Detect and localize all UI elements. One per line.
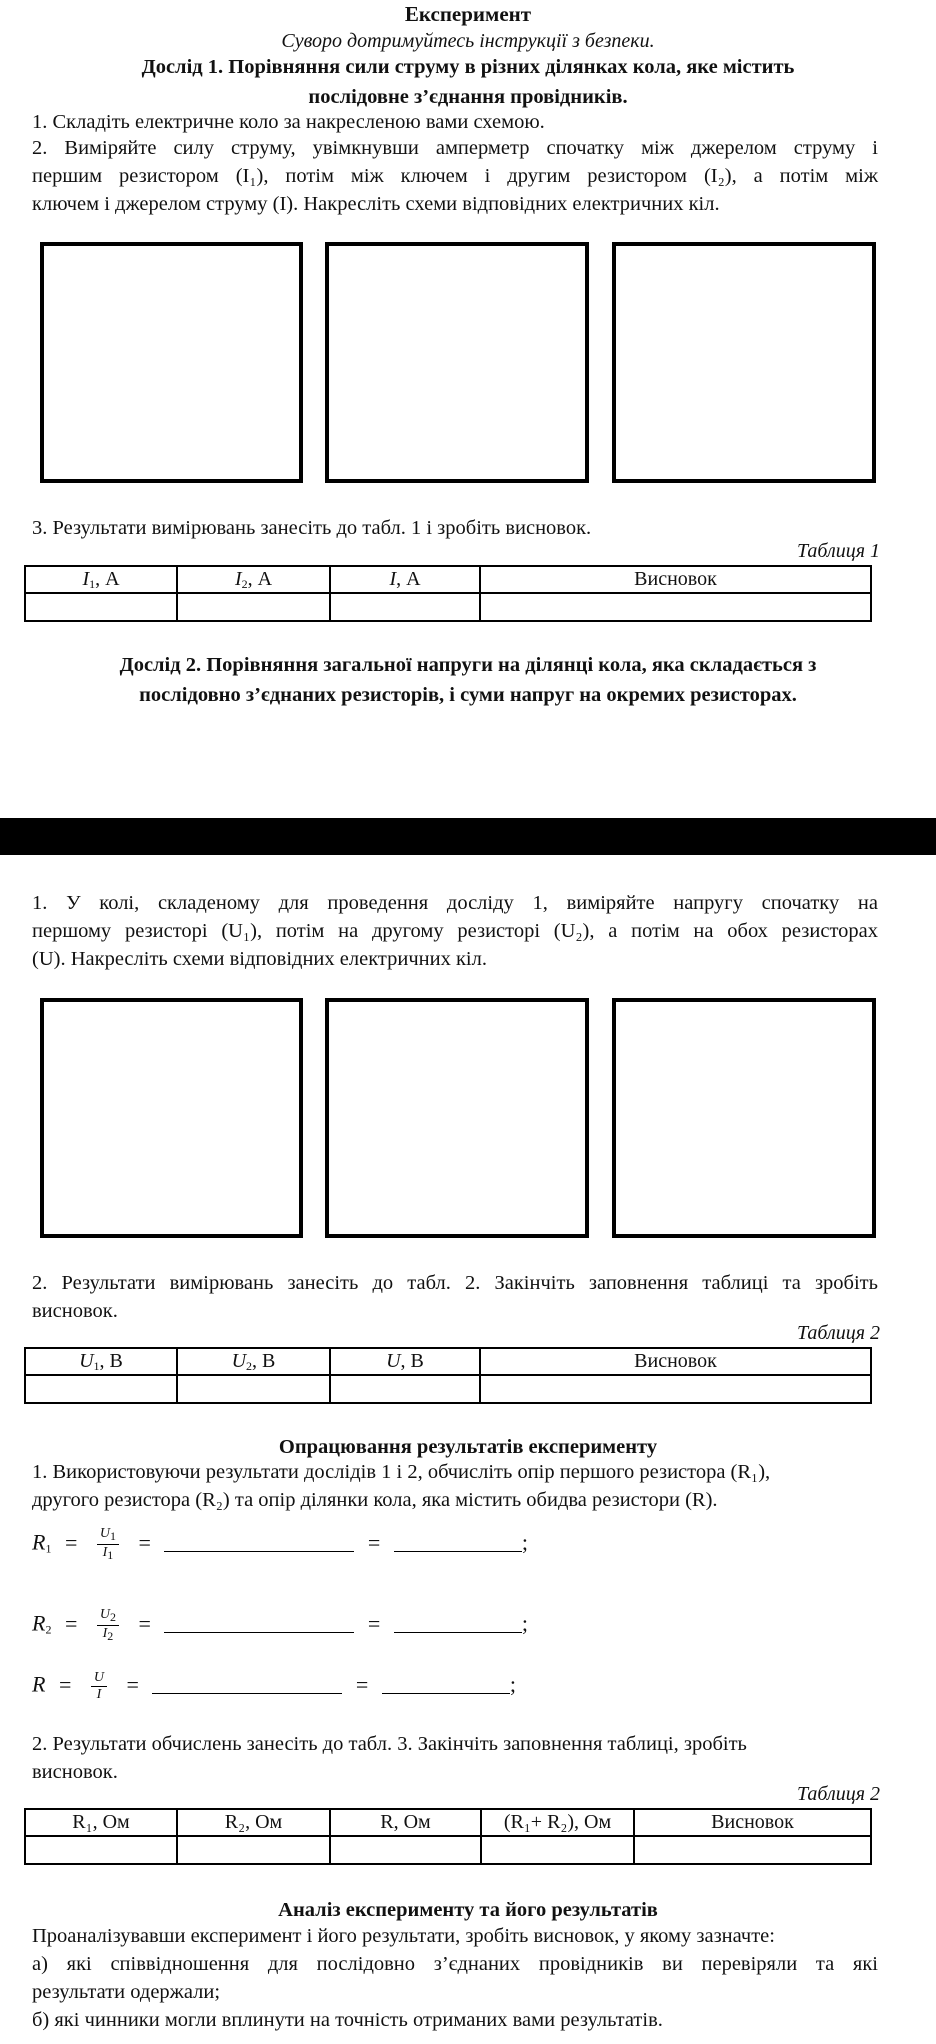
analysis-line3: результати одержали; — [32, 1981, 221, 2003]
experiment2-step1-line2: першому резисторі (U₁), потім на другому резисторі (U₂), а потім на обох резисторах — [32, 920, 878, 942]
experiment2-step1-line1: 1. У колі, складеному для проведення досліду 1, виміряйте напругу спочатку на — [32, 892, 878, 914]
table-header-cell: R₁, Ом — [25, 1809, 177, 1836]
processing-step1-line2: другого резистора (R₂) та опір ділянки кола, яка містить обидва резистори (R). — [32, 1489, 718, 1511]
experiment1-step2-line1: 2. Виміряйте силу струму, увімкнувши амперметр спочатку між джерелом струму і — [32, 137, 878, 159]
circuit-diagram-box-4[interactable] — [40, 998, 303, 1238]
experiment1-step3: 3. Результати вимірювань занесіть до табл. 1 і зробіть висновок. — [32, 517, 592, 539]
circuit-diagram-box-5[interactable] — [325, 998, 589, 1238]
table-header-cell: (R₁+ R₂), Ом — [481, 1809, 634, 1836]
table-header-cell: $U_1$, В — [25, 1348, 177, 1375]
table-header-cell: U, В — [330, 1348, 480, 1375]
table-3 — [24, 1808, 872, 1865]
processing-step2 — [32, 1730, 878, 1786]
experiment2-step1-line3: (U). Накресліть схеми відповідних електричних кіл. — [32, 948, 487, 970]
equation-r1: $R_1$ = $\frac{U_1}{I_1}$ = = ; — [32, 1526, 528, 1562]
analysis-line1: Проаналізувавши експеримент і його результати, зробіть висновок, у якому зазначте: — [32, 1925, 775, 1947]
experiment2-step2-line2: висновок. — [32, 1300, 118, 1322]
table-header-cell: $I_1$, А — [25, 566, 177, 593]
table-header-cell: R₂, Ом — [177, 1809, 330, 1836]
experiment2-heading — [0, 650, 936, 710]
equation-r: R = $\frac{U}{I}$ = = ; — [32, 1670, 516, 1702]
circuit-diagram-box-1[interactable] — [40, 242, 303, 483]
page-title: Експеримент — [404, 2, 532, 26]
processing-step1-line1: 1. Використовуючи результати дослідів 1 і 2, обчисліть опір першого резистора (R₁), — [32, 1461, 771, 1483]
table-cell[interactable] — [330, 1836, 481, 1864]
page-separator-band — [0, 818, 936, 855]
table-1 — [24, 565, 872, 622]
analysis-line2: а) які співвідношення для послідовно з’єднаних провідників ви перевіряли та які — [32, 1953, 878, 1975]
equation-r2: $R_2$ = $\frac{U_2}{I_2}$ = = ; — [32, 1607, 528, 1643]
experiment1-step1: 1. Складіть електричне коло за накресленою вами схемою. — [32, 111, 545, 133]
analysis-line4: б) які чинники могли вплинути на точність отриманих вами результатів. — [32, 2009, 663, 2031]
table-header-cell: $U_2$, В — [177, 1348, 330, 1375]
experiment2-step2 — [32, 1269, 878, 1325]
table-header-cell: Висновок — [634, 1809, 871, 1836]
table-header-cell: $I_2$, А — [177, 566, 330, 593]
table-cell[interactable] — [25, 1836, 177, 1864]
answer-blank-r-expression[interactable] — [152, 1675, 342, 1694]
processing-step1 — [32, 1458, 878, 1514]
answer-blank-r-value[interactable] — [382, 1675, 510, 1694]
table-2 — [24, 1347, 872, 1404]
safety-note: Суворо дотримуйтесь інструкції з безпеки. — [281, 30, 655, 52]
circuit-diagram-box-6[interactable] — [612, 998, 876, 1238]
experiment2-heading-line1: Дослід 2. Порівняння загальної напруги на ділянці кола, яка складається з — [119, 654, 817, 676]
table-cell[interactable] — [480, 1375, 871, 1403]
answer-blank-r2-expression[interactable] — [164, 1614, 354, 1633]
table-header-row — [25, 1348, 871, 1375]
processing-step2-line2: висновок. — [32, 1761, 118, 1783]
table-row — [25, 1375, 871, 1403]
processing-heading: Опрацювання результатів експерименту — [278, 1436, 658, 1458]
analysis-body — [32, 1922, 878, 2034]
table-cell[interactable] — [330, 593, 480, 621]
table-header-row — [25, 1809, 871, 1836]
table-cell[interactable] — [480, 593, 871, 621]
table1-caption: Таблиця 1 — [797, 540, 880, 562]
experiment1-step2-line3: ключем і джерелом струму (I). Накресліть схеми відповідних електричних кіл. — [32, 193, 720, 215]
table-header-row — [25, 566, 871, 593]
experiment2-heading-line2: послідовно з’єднаних резисторів, і суми напруг на окремих резисторах. — [139, 684, 797, 706]
experiment1-heading-line2: послідовне з’єднання провідників. — [308, 86, 628, 108]
table-row — [25, 593, 871, 621]
answer-blank-r1-expression[interactable] — [164, 1533, 354, 1552]
table2-caption: Таблиця 2 — [797, 1322, 880, 1344]
table-cell[interactable] — [25, 1375, 177, 1403]
table-header-cell: Висновок — [480, 566, 871, 593]
table-cell[interactable] — [634, 1836, 871, 1864]
table-cell[interactable] — [177, 1836, 330, 1864]
experiment2-step2-line1: 2. Результати вимірювань занесіть до табл. 2. Закінчіть заповнення таблиці та зробіть — [32, 1272, 878, 1294]
experiment1-step2 — [32, 134, 878, 218]
table-cell[interactable] — [25, 593, 177, 621]
processing-step2-line1: 2. Результати обчислень занесіть до табл. 3. Закінчіть заповнення таблиці, зробіть — [32, 1733, 747, 1755]
table-cell[interactable] — [177, 593, 330, 621]
answer-blank-r1-value[interactable] — [394, 1533, 522, 1552]
table-header-cell: I, А — [330, 566, 480, 593]
table3-caption: Таблиця 2 — [797, 1783, 880, 1805]
analysis-heading: Аналіз експерименту та його результатів — [278, 1899, 658, 1921]
answer-blank-r2-value[interactable] — [394, 1614, 522, 1633]
experiment1-heading-line1: Дослід 1. Порівняння сили струму в різних ділянках кола, яке містить — [141, 56, 795, 78]
table-cell[interactable] — [177, 1375, 330, 1403]
experiment1-step2-line2: першим резистором (I₁), потім між ключем і другим резистором (I₂), а потім між — [32, 165, 878, 187]
experiment2-step1 — [32, 889, 878, 973]
experiment1-heading — [0, 52, 936, 112]
table-header-cell: Висновок — [480, 1348, 871, 1375]
circuit-diagram-box-3[interactable] — [612, 242, 876, 483]
table-cell[interactable] — [481, 1836, 634, 1864]
table-cell[interactable] — [330, 1375, 480, 1403]
table-header-cell: R, Ом — [330, 1809, 481, 1836]
table-row — [25, 1836, 871, 1864]
circuit-diagram-box-2[interactable] — [325, 242, 589, 483]
